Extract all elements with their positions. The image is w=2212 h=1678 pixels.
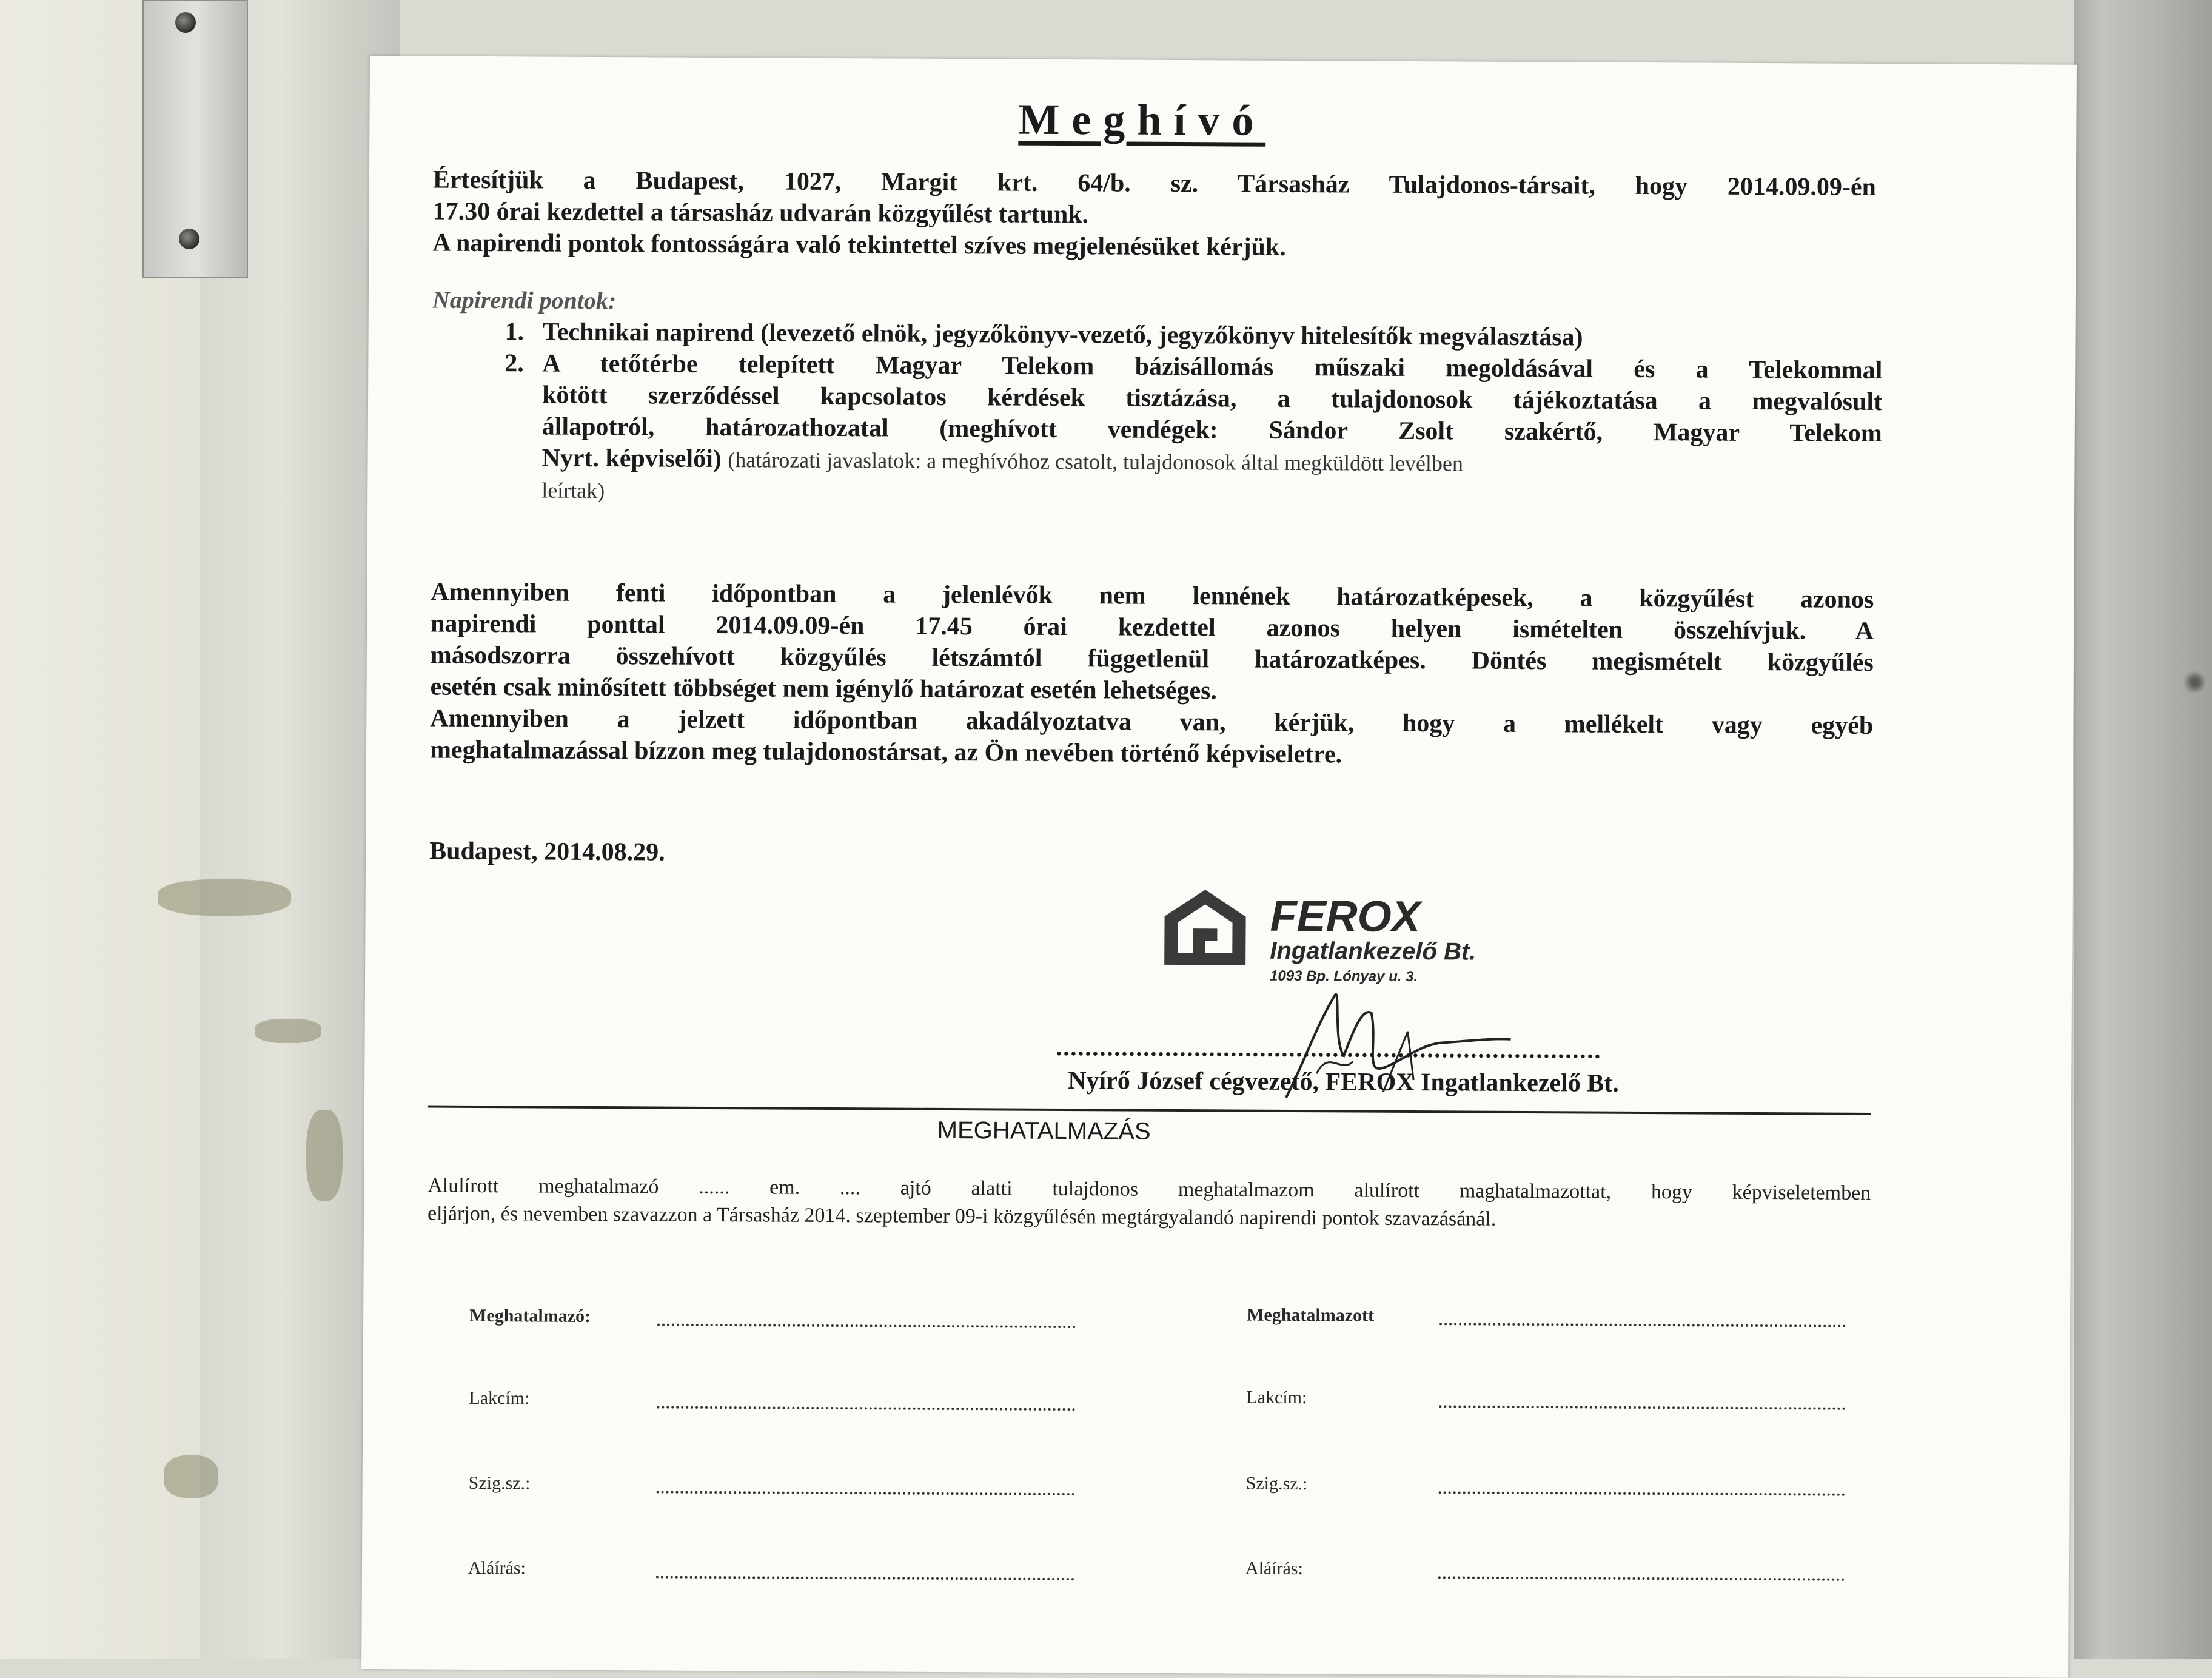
authorization-line: Alulírott meghatalmazó ...... em. .... ajtó alatti tulajdonos meghatalmazom alulírott maghatalmazottat, hogy képviseletemben: [427, 1174, 1871, 1204]
agenda-text: Technikai napirend (levezető elnök, jegyzőkönyv-vezető, jegyzőkönyv hitelesítők megválasztása): [542, 318, 1583, 352]
hinge-plate: [142, 0, 248, 278]
page-title: Meghívó: [1018, 95, 1266, 145]
agenda-line: kötött szerződéssel kapcsolatos kérdések tisztázása, a tulajdonosok tájékoztatása a megvalósult: [541, 381, 1883, 417]
wall-stain: [306, 1110, 343, 1201]
intro-paragraph: [432, 164, 1876, 266]
form-label-address: Lakcím:: [1246, 1387, 1307, 1408]
form-field-authorized[interactable]: [1439, 1323, 1846, 1327]
agenda-note: (határozati javaslatok: a meghívóhoz csatolt, tulajdonosok által megküldött levélben: [728, 448, 1464, 476]
form-label-signature: Aláírás:: [1245, 1558, 1304, 1579]
signature-line: ...........................................................................: [1056, 1033, 1602, 1064]
agenda-note-end: leírtak): [541, 478, 605, 503]
agenda-line-bold: Nyrt. képviselői): [541, 444, 722, 474]
form-label-signature: Aláírás:: [468, 1557, 526, 1579]
section-divider: [428, 1106, 1871, 1115]
agenda-heading: Napirendi pontok:: [432, 286, 617, 315]
bolt-icon: [175, 12, 196, 33]
wall-stain: [164, 1455, 218, 1498]
form-field-authorizer[interactable]: [657, 1324, 1076, 1329]
logo-address: 1093 Bp. Lónyay u. 3.: [1270, 967, 1418, 985]
authorization-line: eljárjon, és nevemben szavazzon a Társasház 2014. szeptember 09-i közgyűlésén megtárgyalandó napirendi pontok szavazásánál.: [427, 1202, 1496, 1230]
paragraph-line: Amennyiben a jelzett időpontban akadályoztatva van, kérjük, hogy a mellékelt vagy egyéb: [430, 704, 1874, 740]
agenda-number: 1.: [504, 318, 525, 346]
screw-icon: [2183, 670, 2207, 694]
place-date: Budapest, 2014.08.29.: [429, 837, 665, 867]
form-field-signature[interactable]: [1438, 1576, 1845, 1581]
form-label-address: Lakcím:: [469, 1388, 530, 1409]
form-label-id-number: Szig.sz.:: [1245, 1473, 1308, 1494]
logo-name: FEROX: [1270, 891, 1421, 942]
paragraph-line: Amennyiben fenti időpontban a jelenlévők nem lennének határozatképesek, a közgyűlést azonos: [431, 578, 1874, 614]
form-field-id-number[interactable]: [657, 1491, 1075, 1496]
form-field-address[interactable]: [657, 1406, 1075, 1411]
form-label-id-number: Szig.sz.:: [468, 1472, 531, 1494]
form-field-id-number[interactable]: [1439, 1491, 1845, 1496]
intro-line: 17.30 órai kezdettel a társasház udvarán közgyűlést tartunk.: [432, 197, 1089, 229]
wall-stain: [158, 879, 291, 916]
authorization-text: [427, 1172, 1871, 1235]
agenda-number: 2.: [504, 349, 524, 378]
repeat-meeting-paragraph: [430, 577, 1874, 773]
form-field-address[interactable]: [1439, 1405, 1845, 1410]
agenda-list: [504, 316, 1888, 566]
authorization-title: MEGHATALMAZÁS: [937, 1116, 1151, 1145]
form-label-authorizer: Meghatalmazó:: [469, 1305, 591, 1326]
paragraph-line: napirendi ponttal 2014.09.09-én 17.45 órai kezdettel azonos helyen ismételten összehívjuk. A: [430, 609, 1874, 645]
paragraph-line: esetén csak minősített többséget nem igénylő határozat esetén lehetséges.: [430, 673, 1218, 705]
agenda-text-block: [541, 347, 1882, 513]
form-label-authorized: Meghatalmazott: [1247, 1304, 1375, 1326]
wall-stain: [255, 1019, 321, 1043]
paragraph-line: meghatalmazással bízzon meg tulajdonostársat, az Ön nevében történő képviseletre.: [429, 736, 1342, 769]
paragraph-line: másodszorra összehívott közgyűlés létszámtól függetlenül határozatképes. Döntés megismételt közgyűlés: [430, 641, 1874, 677]
intro-line: A napirendi pontok fontosságára való tekintettel szíves megjelenésüket kérjük.: [432, 229, 1286, 261]
notice-paper: [361, 56, 2077, 1678]
door-panel: [2074, 0, 2212, 1659]
agenda-line: állapotról, határozathozatal (meghívott vendégek: Sándor Zsolt szakértő, Magyar Telekom: [541, 412, 1882, 448]
intro-line: Értesítjük a Budapest, 1027, Margit krt. 64/b. sz. Társasház Tulajdonos-társait, hogy 2014.09.09-én: [432, 166, 1877, 202]
signatory-name: Nyírő József cégvezető, FEROX Ingatlankezelő Bt.: [1068, 1067, 1619, 1098]
house-logo-icon: [1159, 885, 1251, 970]
agenda-item: [504, 347, 1888, 549]
form-field-signature[interactable]: [656, 1576, 1074, 1581]
agenda-line: A tetőtérbe telepített Magyar Telekom bázisállomás műszaki megoldásával és a Telekommal: [542, 349, 1883, 385]
bolt-icon: [179, 229, 199, 249]
logo-subtitle: Ingatlankezelő Bt.: [1270, 937, 1476, 965]
